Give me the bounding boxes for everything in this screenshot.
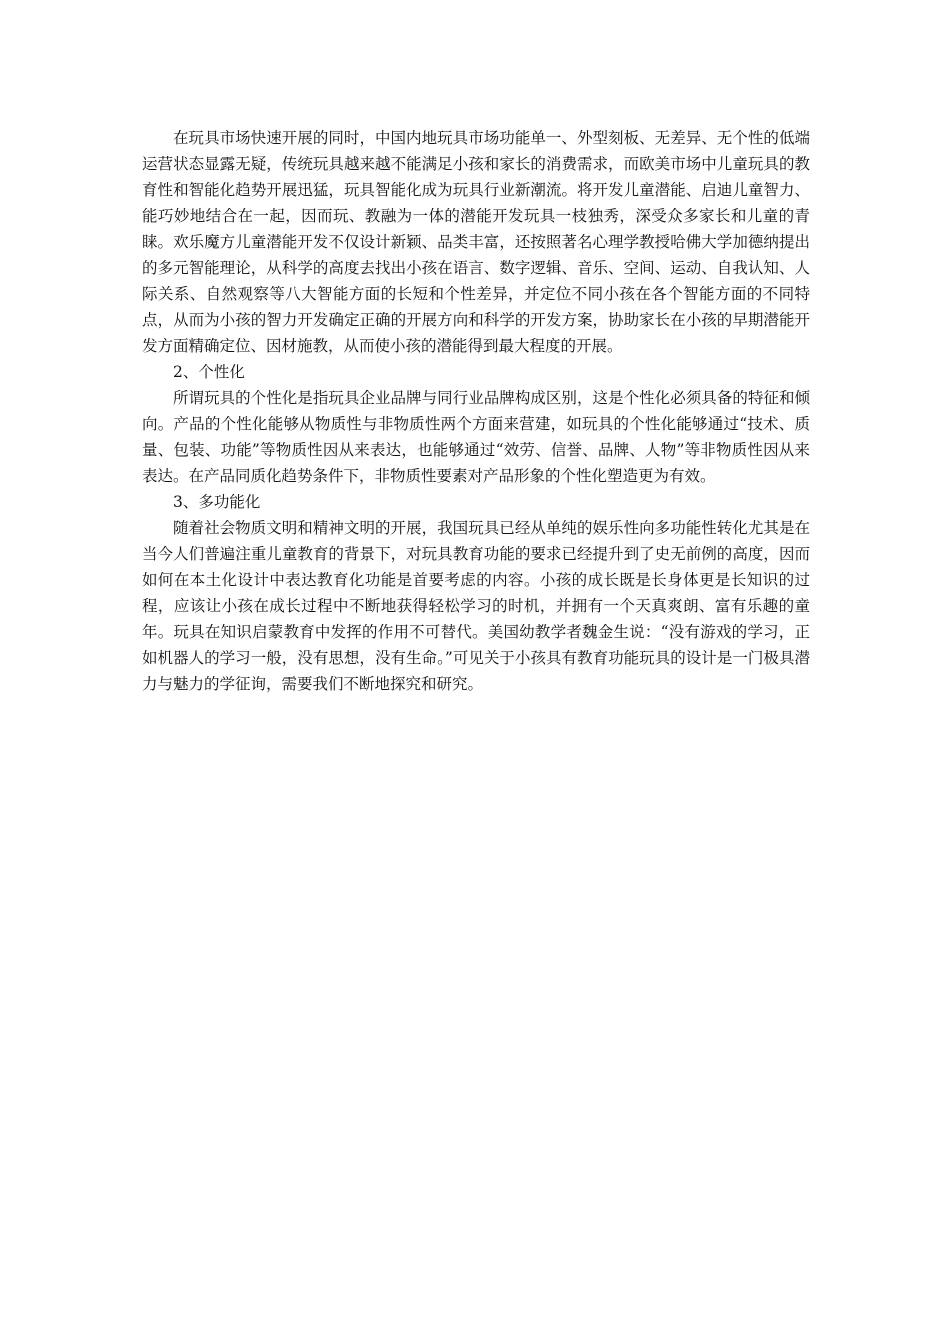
paragraph-personalization: 所谓玩具的个性化是指玩具企业品牌与同行业品牌构成区别，这是个性化必须具备的特征和倾向。产品的个性化能够从物质性与非物质性两个方面来营建，如玩具的个性化能够通过“技术、质量、包装、功能”等物质性因从来表达，也能够通过“效劳、信誉、品牌、人物”等非物质性因从来表达。在产品同质化趋势条件下，非物质性要素对产品形象的个性化塑造更为有效。 [142, 389, 810, 485]
document-body [142, 125, 810, 697]
paragraph-multifunction: 随着社会物质文明和精神文明的开展，我国玩具已经从单纯的娱乐性向多功能性转化尤其是在当今人们普遍注重儿童教育的背景下，对玩具教育功能的要求已经提升到了史无前例的高度，因而如何在本土化设计中表达教育化功能是首要考虑的内容。小孩的成长既是长身体更是长知识的过程，应该让小孩在成长过程中不断地获得轻松学习的时机，并拥有一个天真爽朗、富有乐趣的童年。玩具在知识启蒙教育中发挥的作用不可替代。美国幼教学者魏金生说：“没有游戏的学习，正如机器人的学习一般，没有思想，没有生命。”可见关于小孩具有教育功能玩具的设计是一门极具潜力与魅力的学征询，需要我们不断地探究和研究。 [142, 519, 810, 693]
section-heading-personalization: 2、个性化 [173, 363, 245, 381]
section-heading-multifunction: 3、多功能化 [173, 493, 261, 511]
paragraph-intro: 在玩具市场快速开展的同时，中国内地玩具市场功能单一、外型刻板、无差异、无个性的低端运营状态显露无疑，传统玩具越来越不能满足小孩和家长的消费需求，而欧美市场中儿童玩具的教育性和智能化趋势开展迅猛，玩具智能化成为玩具行业新潮流。将开发儿童潜能、启迪儿童智力、能巧妙地结合在一起，因而玩、教融为一体的潜能开发玩具一枝独秀，深受众多家长和儿童的青睐。欢乐魔方儿童潜能开发不仅设计新颖、品类丰富，还按照著名心理学教授哈佛大学加德纳提出的多元智能理论，从科学的高度去找出小孩在语言、数字逻辑、音乐、空间、运动、自我认知、人际关系、自然观察等八大智能方面的长短和个性差异，并定位不同小孩在各个智能方面的不同特点，从而为小孩的智力开发确定正确的开展方向和科学的开发方案，协助家长在小孩的早期潜能开发方面精确定位、因材施教，从而使小孩的潜能得到最大程度的开展。 [142, 129, 810, 355]
